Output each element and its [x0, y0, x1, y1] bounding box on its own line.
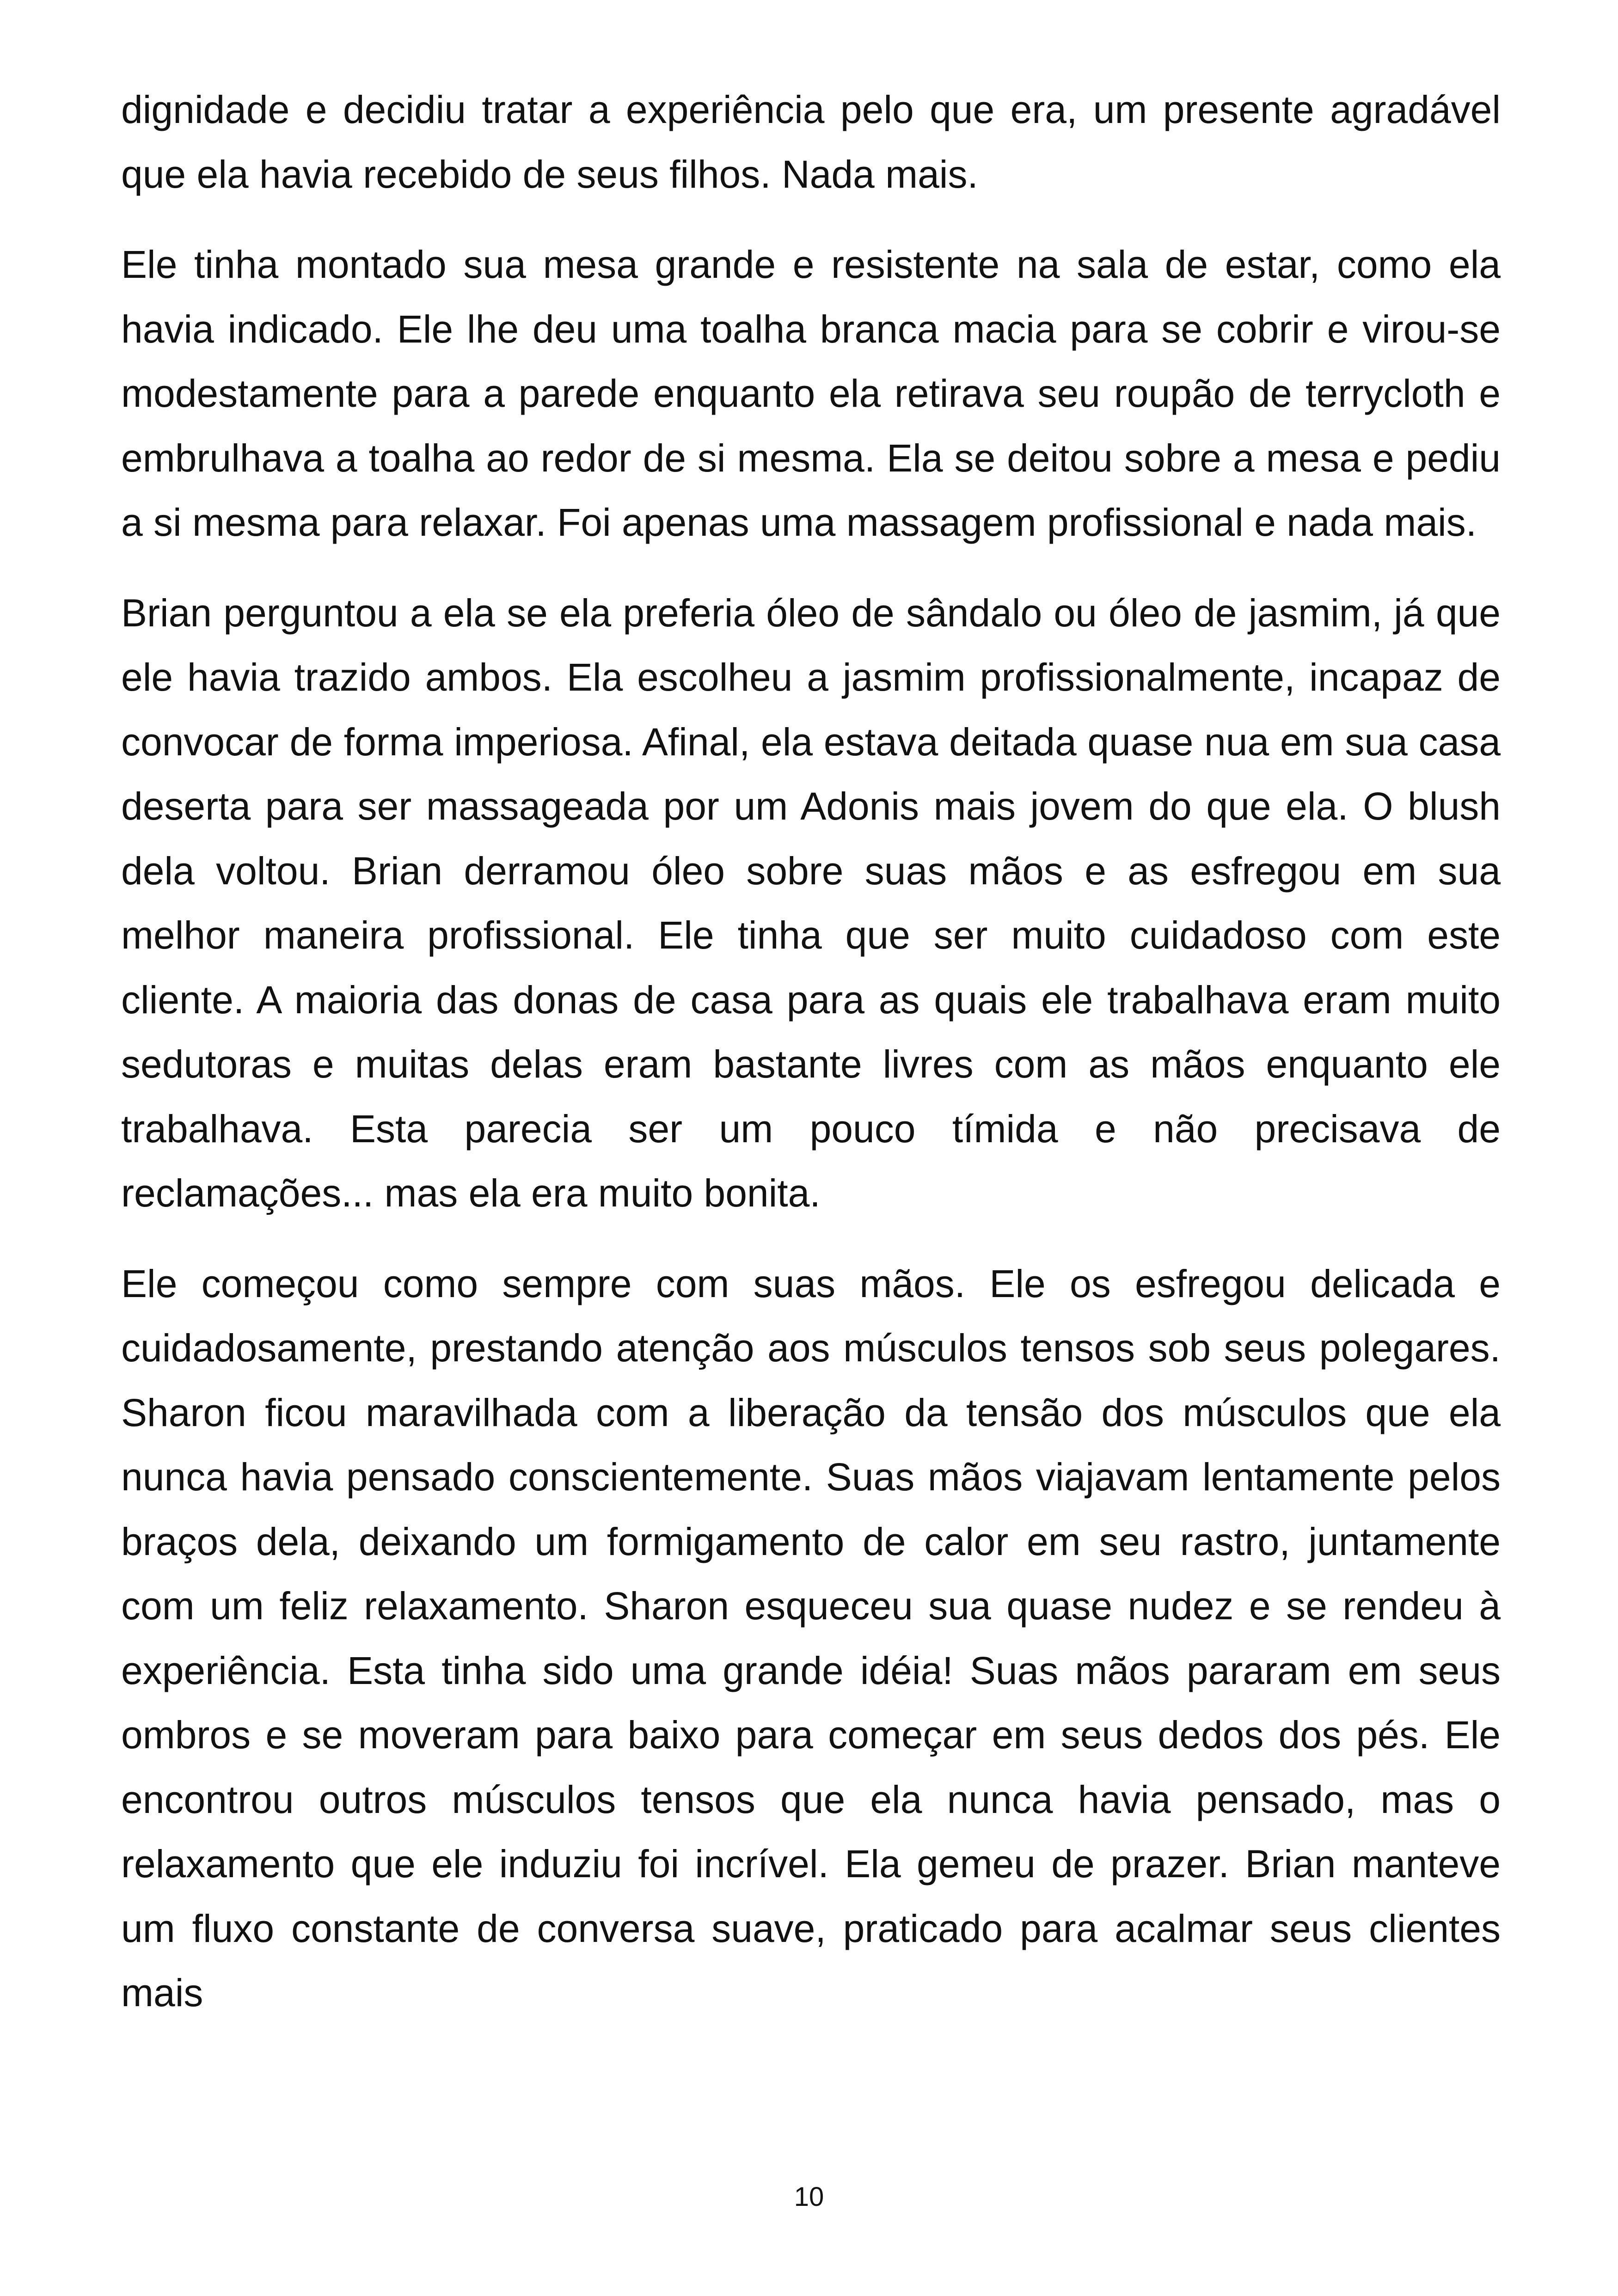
paragraph-4: Ele começou como sempre com suas mãos. Ele os esfregou delicada e cuidadosamente, prestando atenção aos músculos tensos sob seus polegares. Sharon ficou maravilhada com a liberação da tensão dos músculos que ela nunca havia pensado conscientemente. Suas mãos viajavam lentamente pelos braços dela, deixando um formigamento de calor em seu rastro, juntamente com um feliz relaxamento. Sharon esqueceu sua quase nudez e se rendeu à experiência. Esta tinha sido uma grande idéia! Suas mãos pararam em seus ombros e se moveram para baixo para começar em seus dedos dos pés. Ele encontrou outros músculos tensos que ela nunca havia pensado, mas o relaxamento que ele induziu foi incrível. Ela gemeu de prazer. Brian manteve um fluxo constante de conversa suave, praticado para acalmar seus clientes mais	[121, 1261, 1501, 2014]
body-text	[121, 78, 1501, 2026]
paragraph-3: Brian perguntou a ela se ela preferia óleo de sândalo ou óleo de jasmim, já que ele havia trazido ambos. Ela escolheu a jasmim profissionalmente, incapaz de convocar de forma imperiosa. Afinal, ela estava deitada quase nua em sua casa deserta para ser massageada por um Adonis mais jovem do que ela. O blush dela voltou. Brian derramou óleo sobre suas mãos e as esfregou em sua melhor maneira profissional. Ele tinha que ser muito cuidadoso com este cliente. A maioria das donas de casa para as quais ele trabalhava eram muito sedutoras e muitas delas eram bastante livres com as mãos enquanto ele trabalhava. Esta parecia ser um pouco tímida e não precisava de reclamações... mas ela era muito bonita.	[121, 591, 1501, 1215]
page-number: 10	[794, 2182, 824, 2212]
paragraph-2: Ele tinha montado sua mesa grande e resistente na sala de estar, como ela havia indicado. Ele lhe deu uma toalha branca macia para se cobrir e virou-se modestamente para a parede enquanto ela retirava seu roupão de terrycloth e embrulhava a toalha ao redor de si mesma. Ela se deitou sobre a mesa e pediu a si mesma para relaxar. Foi apenas uma massagem profissional e nada mais.	[121, 243, 1501, 544]
paragraph-1: dignidade e decidiu tratar a experiência pelo que era, um presente agradável que ela havia recebido de seus filhos. Nada mais.	[121, 88, 1501, 196]
